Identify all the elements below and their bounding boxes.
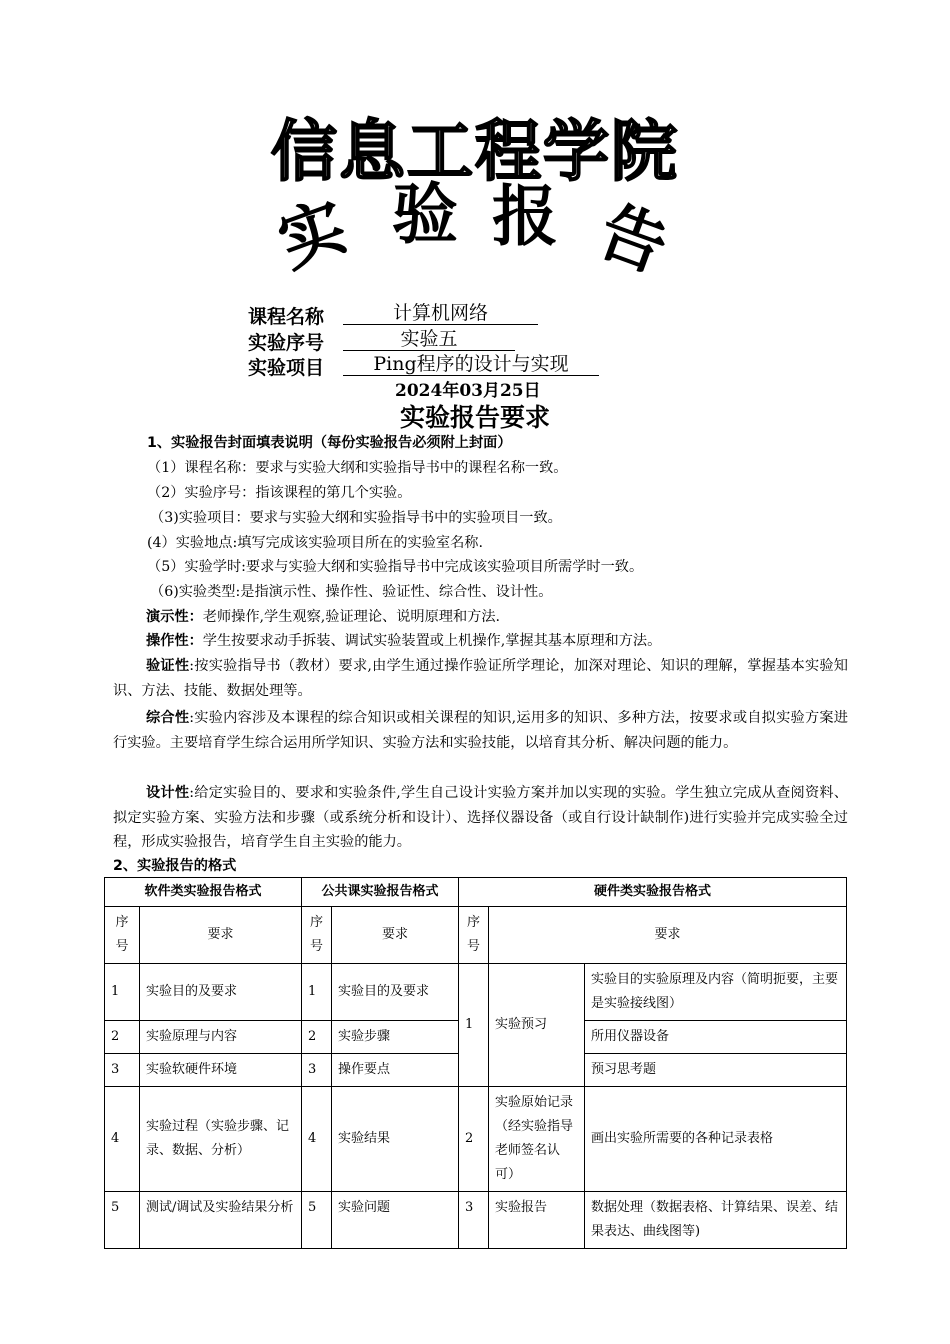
cell-req: 实验目的及要求 (332, 964, 459, 1021)
type-demonstration (113, 605, 848, 630)
section2-heading: 2、实验报告的格式 (113, 858, 237, 874)
instruction-item: （3)实验项目：要求与实验大纲和实验指导书中的实验项目一致。 (150, 510, 562, 526)
type-term: 综合性 (146, 710, 190, 726)
col-header-no: 序号 (105, 907, 140, 964)
instruction-item: （1）课程名称：要求与实验大纲和实验指导书中的课程名称一致。 (147, 460, 568, 476)
col-header-no: 序号 (459, 907, 489, 964)
experiment-number-value: 实验五 (343, 328, 515, 351)
col-header-req: 要求 (140, 907, 302, 964)
type-term: 设计性 (146, 785, 190, 801)
table-row (105, 1087, 847, 1192)
cell-no: 5 (105, 1192, 140, 1249)
cell-req: 测试/调试及实验结果分析 (140, 1192, 302, 1249)
cell-req: 实验过程（实验步骤、记录、数据、分析） (140, 1087, 302, 1192)
type-term: 验证性 (146, 658, 190, 674)
cell-no: 1 (302, 964, 332, 1021)
report-title-char: 实 (268, 187, 358, 282)
type-term: 操作性： (146, 633, 203, 649)
type-desc: :按实验指导书（教材）要求,由学生通过操作验证所学理论，加深对理论、知识的理解，掌握基本实验知识、方法、技能、数据处理等。 (113, 658, 848, 699)
cell-req: 实验软硬件环境 (140, 1054, 302, 1087)
cell-req: 实验原理与内容 (140, 1021, 302, 1054)
cell-no: 1 (105, 964, 140, 1021)
col-header-no: 序号 (302, 907, 332, 964)
experiment-project-value: Ping程序的设计与实现 (343, 353, 599, 376)
cell-no: 2 (302, 1021, 332, 1054)
cell-stage: 实验预习 (489, 964, 585, 1087)
type-desc: 学生按要求动手拆装、调试实验装置或上机操作,掌握其基本原理和方法。 (202, 633, 662, 649)
cell-detail: 实验目的实验原理及内容（简明扼要，主要是实验接线图） (585, 964, 847, 1021)
type-design (113, 781, 848, 855)
experiment-project-label: 实验项目 (248, 357, 325, 379)
section1-heading: 1、实验报告封面填表说明（每份实验报告必须附上封面） (147, 435, 512, 451)
group-header-hardware: 硬件类实验报告格式 (459, 878, 847, 907)
instruction-item: (4）实验地点:填写完成该实验项目所在的实验室名称. (147, 535, 483, 551)
type-verification (113, 654, 848, 703)
type-desc: :给定实验目的、要求和实验条件,学生自己设计实验方案并加以实现的实验。学生独立完成从查阅资料、拟定实验方案、实验方法和步骤（或系统分析和设计）、选择仪器设备（或自行设计缺制作)进行实验并完成实验全过程，形成实验报告，培育学生自主实验的能力。 (113, 785, 848, 850)
col-header-req: 要求 (489, 907, 847, 964)
cell-no: 3 (105, 1054, 140, 1087)
experiment-number-label: 实验序号 (248, 332, 325, 354)
requirements-title: 实验报告要求 (399, 403, 550, 432)
cell-no: 4 (105, 1087, 140, 1192)
report-format-table (104, 877, 847, 1249)
report-date: 2024年03月25日 (395, 381, 541, 401)
cell-detail: 画出实验所需要的各种记录表格 (585, 1087, 847, 1192)
instruction-item: （5）实验学时:要求与实验大纲和实验指导书中完成该实验项目所需学时一致。 (147, 559, 644, 575)
cell-stage: 实验原始记录（经实验指导老师签名认可） (489, 1087, 585, 1192)
cell-no: 4 (302, 1087, 332, 1192)
course-name-label: 课程名称 (248, 306, 325, 328)
instruction-item: （6)实验类型:是指演示性、操作性、验证性、综合性、设计性。 (150, 584, 553, 600)
table-row (105, 1192, 847, 1249)
cell-req: 操作要点 (332, 1054, 459, 1087)
cell-req: 实验步骤 (332, 1021, 459, 1054)
cell-detail: 所用仪器设备 (585, 1021, 847, 1054)
group-header-public: 公共课实验报告格式 (302, 878, 459, 907)
type-comprehensive (113, 706, 848, 755)
type-term: 演示性： (146, 609, 203, 625)
course-name-value: 计算机网络 (343, 302, 538, 325)
report-title-char: 告 (588, 192, 678, 287)
cell-no: 2 (459, 1087, 489, 1192)
group-header-software: 软件类实验报告格式 (105, 878, 302, 907)
cell-detail: 数据处理（数据表格、计算结果、误差、结果表达、曲线图等) (585, 1192, 847, 1249)
cell-no: 3 (459, 1192, 489, 1249)
cell-no: 2 (105, 1021, 140, 1054)
cell-no: 1 (459, 964, 489, 1087)
cell-detail: 预习思考题 (585, 1054, 847, 1087)
report-title-char: 验 (392, 176, 458, 253)
col-header-req: 要求 (332, 907, 459, 964)
type-desc: 老师操作,学生观察,验证理论、说明原理和方法. (202, 609, 501, 625)
cell-stage: 实验报告 (489, 1192, 585, 1249)
type-operation (113, 629, 848, 654)
institution-title: 信息工程学院 (271, 113, 679, 190)
instruction-item: （2）实验序号：指该课程的第几个实验。 (147, 485, 412, 501)
cell-no: 3 (302, 1054, 332, 1087)
report-title-char: 报 (492, 178, 558, 255)
cell-req: 实验目的及要求 (140, 964, 302, 1021)
type-desc: :实验内容涉及本课程的综合知识或相关课程的知识,运用多的知识、多种方法，按要求或自拟实验方案进行实验。主要培育学生综合运用所学知识、实验方法和实验技能，以培育其分析、解决问题的能力。 (113, 710, 848, 751)
cell-req: 实验结果 (332, 1087, 459, 1192)
cell-req: 实验问题 (332, 1192, 459, 1249)
cell-no: 5 (302, 1192, 332, 1249)
table-row (105, 964, 847, 1021)
